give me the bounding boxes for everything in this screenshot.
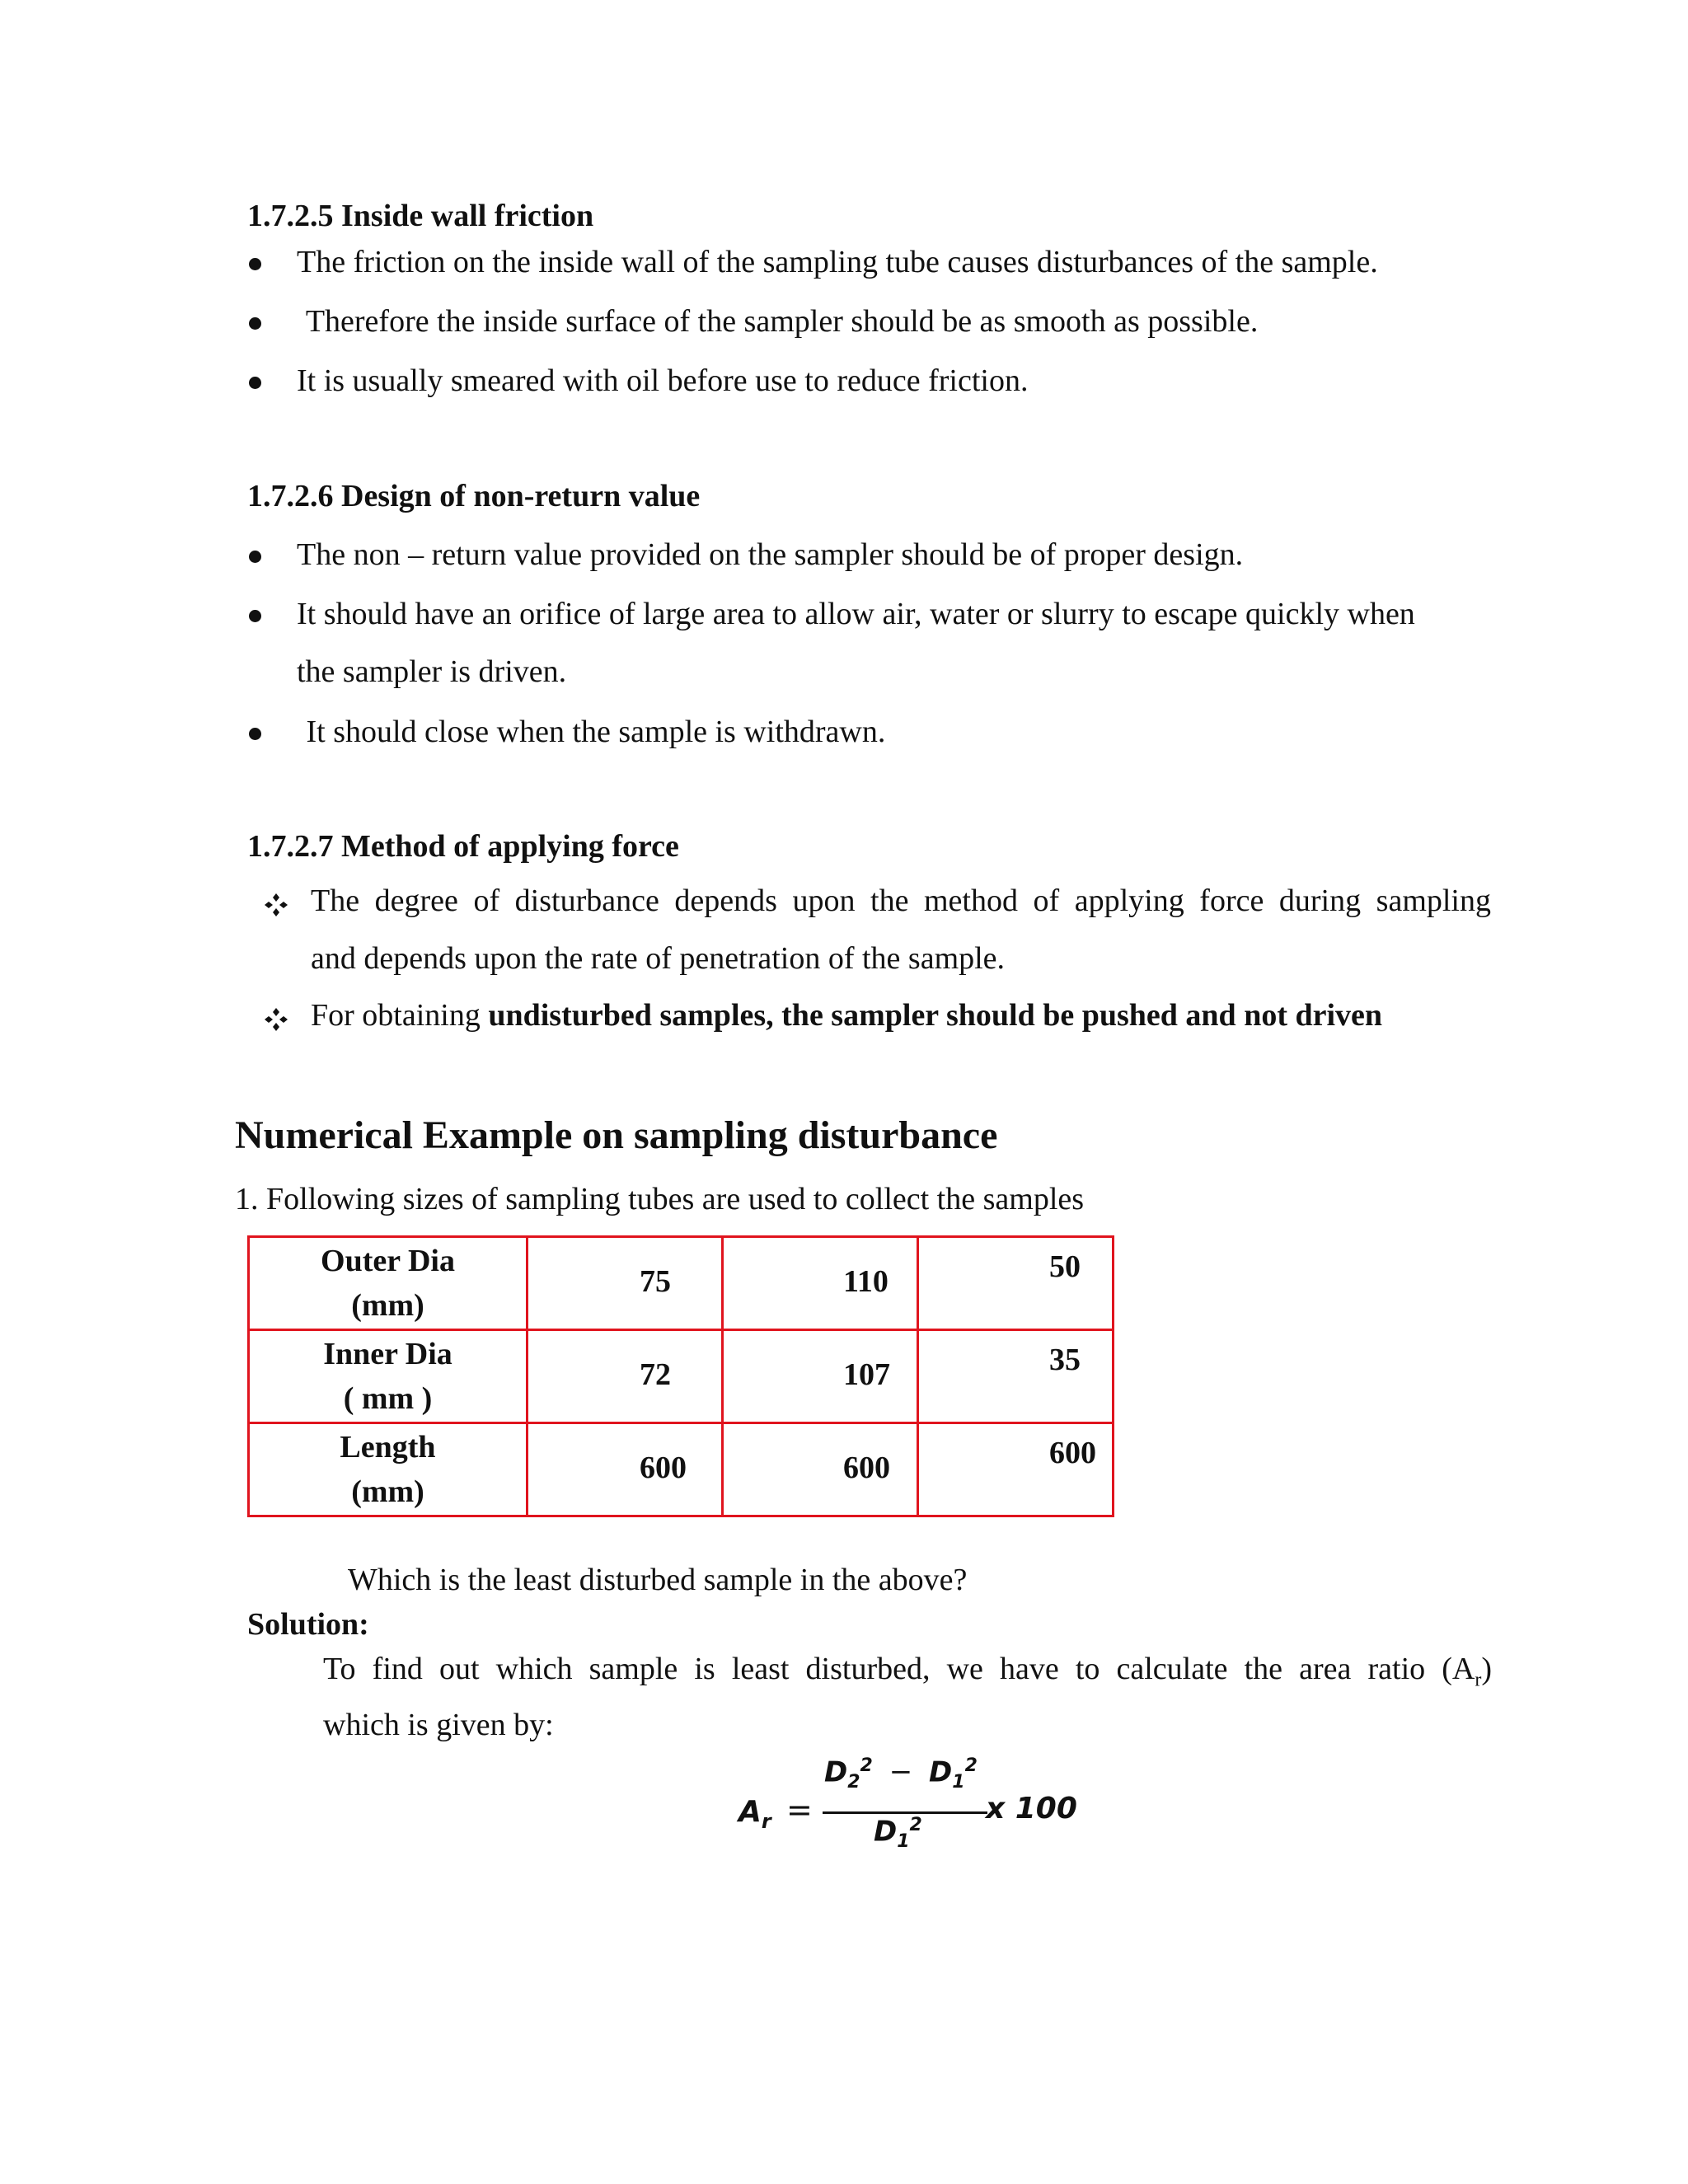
- row-header-line1: Length: [340, 1430, 436, 1465]
- table-cell: [723, 1330, 918, 1423]
- formula-fraction-bar: [823, 1811, 987, 1814]
- table-cell: [528, 1423, 723, 1516]
- area-ratio-formula: [725, 1755, 1104, 1871]
- example-intro: 1. Following sizes of sampling tubes are used to collect the samples: [235, 1182, 1085, 1216]
- bullet-text-continued: the sampler is driven.: [297, 654, 567, 689]
- bullet-text: Therefore the inside surface of the sampler should be as smooth as possible.: [298, 304, 1259, 339]
- formula-lhs: $A_r$: [738, 1795, 771, 1834]
- bullet-text: The non – return value provided on the sampler should be of proper design.: [297, 537, 1244, 572]
- row-header: [249, 1423, 528, 1516]
- solution-text: [323, 1651, 1492, 1692]
- table-cell: [723, 1237, 918, 1330]
- formula-denominator: $D_1^2$: [874, 1815, 922, 1853]
- row-header-line2: (mm): [351, 1288, 424, 1323]
- bullet-text: The friction on the inside wall of the sampling tube causes disturbances of the sample.: [297, 245, 1378, 279]
- bullet-dot: [249, 258, 261, 270]
- cell-value: 50: [1049, 1249, 1081, 1284]
- bullet-dot: [249, 377, 261, 389]
- row-header-line1: Outer Dia: [321, 1244, 455, 1278]
- table-cell: [528, 1330, 723, 1423]
- cell-value: 107: [843, 1357, 890, 1392]
- section-title: 1.7.2.7 Method of applying force: [247, 829, 679, 864]
- table-cell: [528, 1237, 723, 1330]
- bullet-dot: [249, 610, 261, 622]
- bullet-text: [311, 997, 1382, 1033]
- cell-value: 600: [640, 1451, 687, 1485]
- bullet-text-continued: and depends upon the rate of penetration of the sample.: [311, 941, 1006, 976]
- bullet-text: It is usually smeared with oil before use to reduce friction.: [297, 363, 1029, 398]
- table-cell: [918, 1237, 1114, 1330]
- row-header-line1: Inner Dia: [323, 1337, 452, 1371]
- bullet-text: The degree of disturbance depends upon the method of applying force during sampling: [311, 883, 1491, 918]
- table-cell: [723, 1423, 918, 1516]
- solution-label: Solution:: [247, 1607, 369, 1642]
- bullet-text: It should close when the sample is withdrawn.: [298, 715, 886, 749]
- cell-value: 35: [1049, 1343, 1081, 1377]
- solution-text-main: To find out which sample is least disturbed, we have to calculate the area ratio (A: [323, 1652, 1475, 1686]
- formula-equals: =: [786, 1792, 813, 1828]
- solution-subscript: r: [1475, 1669, 1482, 1691]
- bullet-text-bold: undisturbed samples, the sampler should be pushed and not driven: [488, 998, 1383, 1033]
- table-row: [249, 1237, 1114, 1330]
- table-cell: [918, 1423, 1114, 1516]
- diamond-bullet-icon: [264, 893, 288, 917]
- table-row: [249, 1423, 1114, 1516]
- bullet-text: It should have an orifice of large area to allow air, water or slurry to escape quickly when: [297, 597, 1415, 631]
- cell-value: 72: [640, 1357, 671, 1392]
- cell-value: 110: [843, 1264, 889, 1299]
- row-header: [249, 1330, 528, 1423]
- question-text: Which is the least disturbed sample in the above?: [348, 1563, 968, 1597]
- diamond-bullet-icon: [264, 1007, 288, 1032]
- bullet-text-plain: For obtaining: [311, 998, 489, 1033]
- row-header-line2: (mm): [351, 1474, 424, 1509]
- cell-value: 600: [843, 1451, 890, 1485]
- cell-value: 75: [640, 1264, 671, 1299]
- table-row: [249, 1330, 1114, 1423]
- table-cell: [918, 1330, 1114, 1423]
- bullet-dot: [249, 728, 261, 740]
- formula-multiplier: x 100: [986, 1792, 1077, 1825]
- section-title: 1.7.2.6 Design of non-return value: [247, 479, 701, 513]
- row-header: [249, 1237, 528, 1330]
- formula-numerator: $D_2^2 - D_1^2$: [824, 1755, 978, 1793]
- bullet-dot: [249, 317, 261, 330]
- section-title: 1.7.2.5 Inside wall friction: [247, 199, 594, 233]
- solution-text-close: ): [1481, 1652, 1492, 1686]
- row-header-line2: ( mm ): [343, 1381, 433, 1416]
- solution-text-continued: which is given by:: [323, 1708, 554, 1742]
- cell-value: 600: [1049, 1436, 1096, 1470]
- sampling-tube-table: [247, 1235, 1114, 1517]
- bullet-dot: [249, 551, 261, 563]
- example-title: Numerical Example on sampling disturbance: [235, 1113, 998, 1157]
